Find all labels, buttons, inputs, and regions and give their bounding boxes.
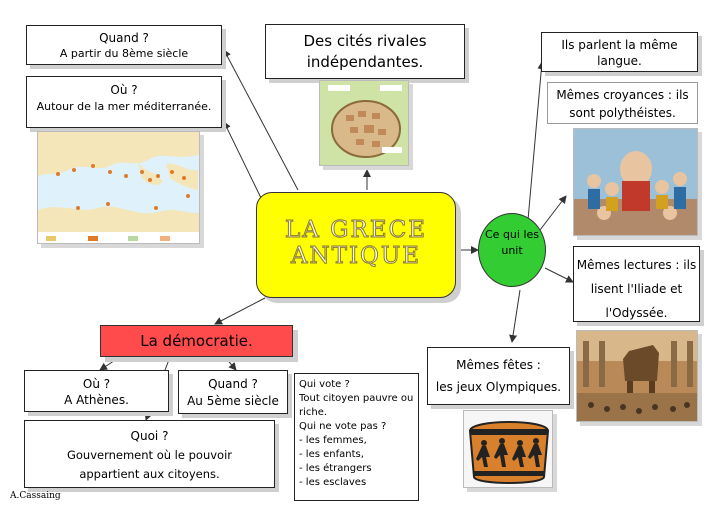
croyances-line1: Mêmes croyances : ils [556, 88, 689, 102]
center-title-line1: LA GRECE [284, 217, 428, 243]
vote-box [294, 373, 419, 501]
vote-line: - les étrangers [299, 463, 372, 474]
greek-city-image [319, 80, 409, 166]
vote-line: Qui ne vote pas ? [299, 421, 387, 432]
unit-line2: qui les [502, 228, 539, 241]
vote-line: - les esclaves [299, 477, 367, 488]
arrow-to-fetes [512, 290, 520, 342]
arrow-to-lectures [545, 268, 573, 282]
democratie-title: La démocratie. [140, 332, 253, 350]
greek-gods-image [573, 128, 698, 236]
lectures-line1: Mêmes lectures : ils [576, 258, 697, 272]
vote-line: Tout citoyen pauvre ou [299, 393, 414, 404]
arrow-to-croyances [540, 196, 566, 230]
center-node [256, 192, 456, 298]
quand-text: A partir du 8ème siècle [59, 47, 189, 60]
langue-line1: Ils parlent la même [561, 38, 678, 52]
langue-line2: langue. [597, 54, 642, 68]
vote-line: - les femmes, [299, 435, 367, 446]
arrow-to-langue [528, 62, 542, 220]
lectures-box [573, 246, 700, 322]
demo-quoi-title: Quoi ? [130, 429, 169, 443]
fetes-line1: Mêmes fêtes : [456, 358, 541, 372]
cites-line2: indépendantes. [306, 53, 424, 71]
center-title-line2: ANTIQUE [290, 243, 422, 269]
arrow-to-demo-quand [225, 357, 236, 370]
croyances-box [547, 82, 698, 124]
quand-box [26, 25, 222, 65]
lectures-line3: l'Odyssée. [605, 306, 668, 320]
cites-box [265, 24, 465, 79]
unit-line1: Ce [484, 228, 500, 241]
trojan-horse-image [576, 330, 698, 422]
croyances-line2: sont polythéistes. [569, 106, 676, 120]
demo-quoi-box [24, 420, 275, 488]
demo-ou-text: A Athènes. [64, 393, 129, 407]
demo-quand-text: Au 5ème siècle [187, 394, 279, 408]
unit-node [478, 213, 546, 287]
langue-box [541, 32, 698, 72]
arrow-to-democratie [215, 298, 265, 324]
arrow-to-ou [224, 122, 262, 200]
ou-title: Où ? [110, 83, 138, 97]
demo-ou-box [24, 370, 169, 412]
arrow-to-demo-ou [100, 357, 120, 370]
olympic-runners-vase-image [463, 410, 553, 488]
democratie-node [100, 325, 293, 357]
fetes-box [427, 347, 570, 405]
unit-line3: unit [501, 244, 523, 257]
demo-quand-title: Quand ? [208, 377, 258, 391]
demo-quoi-line2: appartient aux citoyens. [79, 467, 220, 481]
vote-line: riche. [299, 407, 328, 418]
mediterranean-map-image [37, 131, 200, 244]
demo-ou-title: Où ? [82, 377, 111, 391]
fetes-line2: les jeux Olympiques. [435, 380, 562, 394]
author-label: A.Cassaing [10, 491, 61, 501]
ou-text: Autour de la mer méditerranée. [36, 100, 212, 113]
vote-line: - les enfants, [299, 449, 364, 460]
lectures-line2: lisent l'Iliade et [590, 282, 683, 296]
ou-box [26, 76, 222, 128]
vote-line: Qui vote ? [299, 379, 350, 390]
demo-quand-box [178, 370, 288, 414]
quand-title: Quand ? [99, 31, 149, 45]
cites-line1: Des cités rivales [303, 32, 427, 50]
demo-quoi-line1: Gouvernement où le pouvoir [66, 448, 233, 462]
